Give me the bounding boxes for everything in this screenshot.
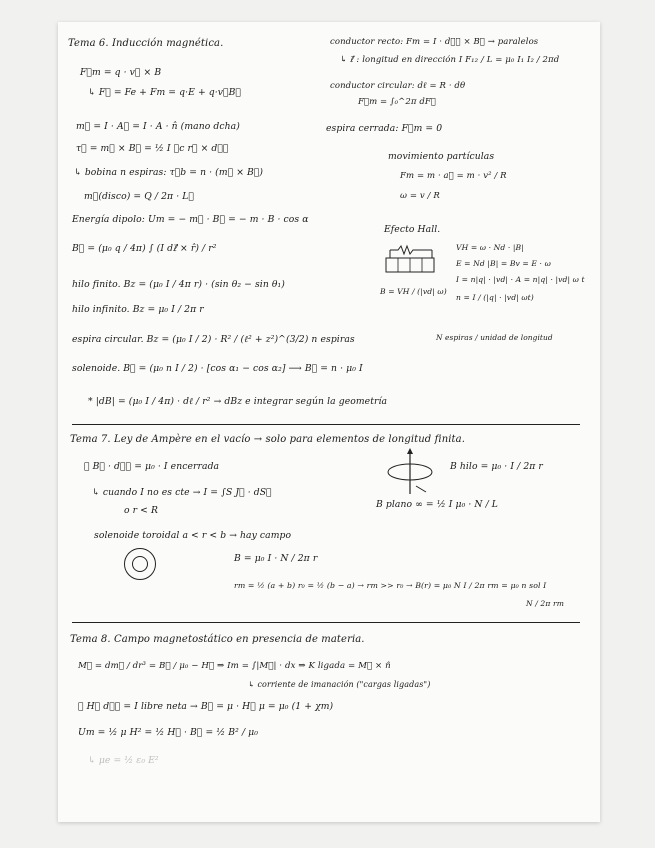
formula-line: ↳ bobina n espiras: τ⃗b = n · (m⃗ × B⃗) — [74, 167, 264, 178]
section-divider — [72, 622, 580, 623]
hall-effect-sketch-icon — [380, 244, 446, 280]
formula-line: E = Nd |B| = Bv = E · ω — [456, 259, 551, 268]
formula-line: rm = ½ (a + b) r₀ = ½ (b − a) → rm >> r₀ → B(r) = μ₀ N I / 2π rm = μ₀ n sol I — [234, 581, 547, 590]
formula-line: I = n|q| · |vd| · A = n|q| · |vd| ω t — [456, 275, 585, 284]
formula-line: F⃗m = q · v⃗ × B — [80, 67, 162, 78]
formula-line: VH = ω · Nd · |B| — [456, 243, 524, 252]
section8-title: Tema 8. Campo magnetostático en presencia de materia. — [70, 634, 365, 645]
formula-line: hilo finito. Bz = (μ₀ I / 4π r) · (sin θ₂ − sin θ₁) — [72, 279, 285, 290]
formula-line: B = μ₀ I · N / 2π r — [234, 553, 318, 564]
formula-line: conductor circular: dℓ = R · dθ — [330, 81, 466, 91]
formula-line: ↳ μe = ½ ε₀ E² — [88, 755, 159, 766]
formula-line: m⃗ = I · A⃗ = I · A · n̂ (mano dcha) — [76, 121, 240, 132]
section-divider — [72, 424, 580, 425]
formula-line: solenoide toroidal a < r < b → hay campo — [94, 530, 292, 541]
formula-line: n = I / (|q| · |vd| ωt) — [456, 293, 534, 302]
formula-line: ∮ H⃗ dℓ⃗ = I libre neta → B⃗ = μ · H⃗ μ = μ₀ (1 + χm) — [78, 701, 334, 712]
toroid-inner-icon — [132, 556, 148, 572]
formula-line: ↳ corriente de imanación ("cargas ligadas") — [248, 680, 431, 689]
formula-line: hilo infinito. Bz = μ₀ I / 2π r — [72, 304, 204, 315]
formula-line: * |dB| = (μ₀ I / 4π) · dℓ / r² → dBz e integrar según la geometría — [88, 396, 388, 407]
formula-line: B = VH / (|vd| ω) — [380, 287, 447, 296]
section7-title: Tema 7. Ley de Ampère en el vacío → solo para elementos de longitud finita. — [70, 434, 465, 445]
formula-line: conductor recto: Fm = I · dℓ⃗ × B⃗ → paralelos — [330, 37, 539, 47]
formula-line: movimiento partículas — [388, 151, 495, 162]
formula-line: τ⃗ = m⃗ × B⃗ = ½ I ∮c r⃗ × dℓ⃗ — [76, 143, 229, 154]
formula-line: Fm = m · a⃗ = m · v² / R — [400, 171, 507, 181]
formula-line: m⃗(disco) = Q / 2π · L⃗ — [84, 191, 194, 202]
formula-line: B plano ∞ = ½ I μ₀ · N / L — [376, 499, 498, 510]
formula-line: N / 2π rm — [526, 599, 564, 608]
formula-line: espira cerrada: F⃗m = 0 — [326, 123, 443, 134]
formula-line: Energía dipolo: Um = − m⃗ · B⃗ = − m · B · cos α — [72, 214, 309, 225]
notes-page — [58, 22, 600, 822]
wire-field-sketch-icon — [380, 448, 444, 496]
formula-line: ↳ ℓ⃗ : longitud en dirección I F₁₂ / L = μ₀ I₁ I₂ / 2πd — [340, 55, 560, 65]
formula-line: ↳ cuando I no es cte → I = ∫S J⃗ · dS⃗ — [92, 487, 272, 498]
formula-line: F⃗m = ∫₀^2π dF⃗ — [358, 97, 436, 107]
formula-line: N espiras / unidad de longitud — [436, 333, 553, 342]
formula-line: ↳ F⃗ = Fe + Fm = q·E + q·v⃗B⃗ — [88, 87, 241, 98]
formula-line: espira circular. Bz = (μ₀ I / 2) · R² / (ℓ² + z²)^(3/2) n espiras — [72, 334, 355, 345]
formula-line: solenoide. B⃗ = (μ₀ n I / 2) · [cos α₁ − cos α₂] ⟶ B⃗ = n · μ₀ I — [72, 363, 363, 374]
formula-line: M⃗ = dm⃗ / dr³ = B⃗ / μ₀ − H⃗ ⇒ Im = ∫|M⃗| · dx ⇒ K ligada = M⃗ × n̂ — [78, 661, 391, 671]
formula-line: ω = v / R — [400, 191, 440, 201]
formula-line: Um = ½ μ H² = ½ H⃗ · B⃗ = ½ B² / μ₀ — [78, 727, 259, 738]
formula-line: B hilo = μ₀ · I / 2π r — [450, 461, 543, 472]
formula-line: ∮ B⃗ · dℓ⃗ = μ₀ · I encerrada — [84, 461, 220, 472]
formula-line: Efecto Hall. — [384, 224, 441, 235]
section6-title: Tema 6. Inducción magnética. — [68, 38, 224, 49]
formula-line: o r < R — [124, 505, 159, 516]
formula-line: B⃗ = (μ₀ q / 4π) ∫ (I dℓ⃗ × r̂) / r² — [72, 243, 217, 254]
